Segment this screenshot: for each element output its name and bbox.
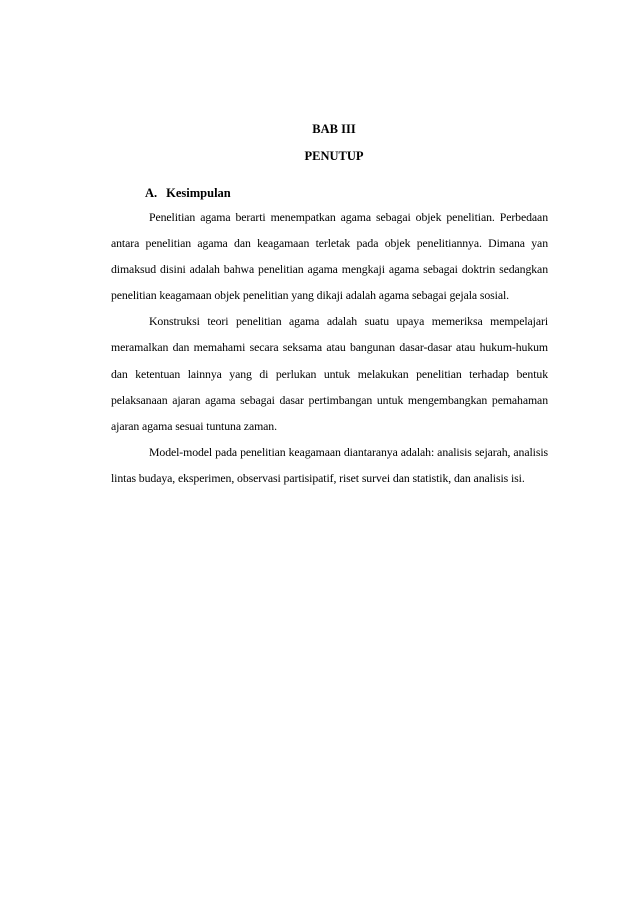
paragraph: Konstruksi teori penelitian agama adalah suatu upaya memeriksa mempelajari meramalkan dan memahami secara seksama atau bangunan dasar-dasar atau hukum-hukum dan ketentuan lainnya yang di perlukan untuk melakukan penelitian terhadap bentuk pelaksanaan ajaran agama sebagai dasar pertimbangan untuk mengembangkan pemahaman ajaran agama sesuai tuntuna zaman.	[111, 314, 548, 433]
paragraph: Penelitian agama berarti menempatkan agama sebagai objek penelitian. Perbedaan antara penelitian agama dan keagamaan terletak pada objek penelitiannya. Dimana yan dimaksud disini adalah bahwa penelitian agama mengkaji agama sebagai doktrin sedangkan penelitian keagamaan objek penelitian yang dikaji adalah agama sebagai gejala sosial.	[111, 210, 548, 303]
section-body	[111, 204, 548, 491]
paragraph: Model-model pada penelitian keagamaan diantaranya adalah: analisis sejarah, analisis lintas budaya, eksperimen, observasi partisipatif, riset survei dan statistik, dan analisis isi.	[111, 444, 548, 485]
section-number: A.	[145, 186, 158, 200]
section-title: Kesimpulan	[166, 186, 231, 200]
section-heading	[145, 185, 231, 201]
chapter-number: BAB III	[312, 122, 356, 136]
chapter-title: PENUTUP	[304, 149, 364, 163]
